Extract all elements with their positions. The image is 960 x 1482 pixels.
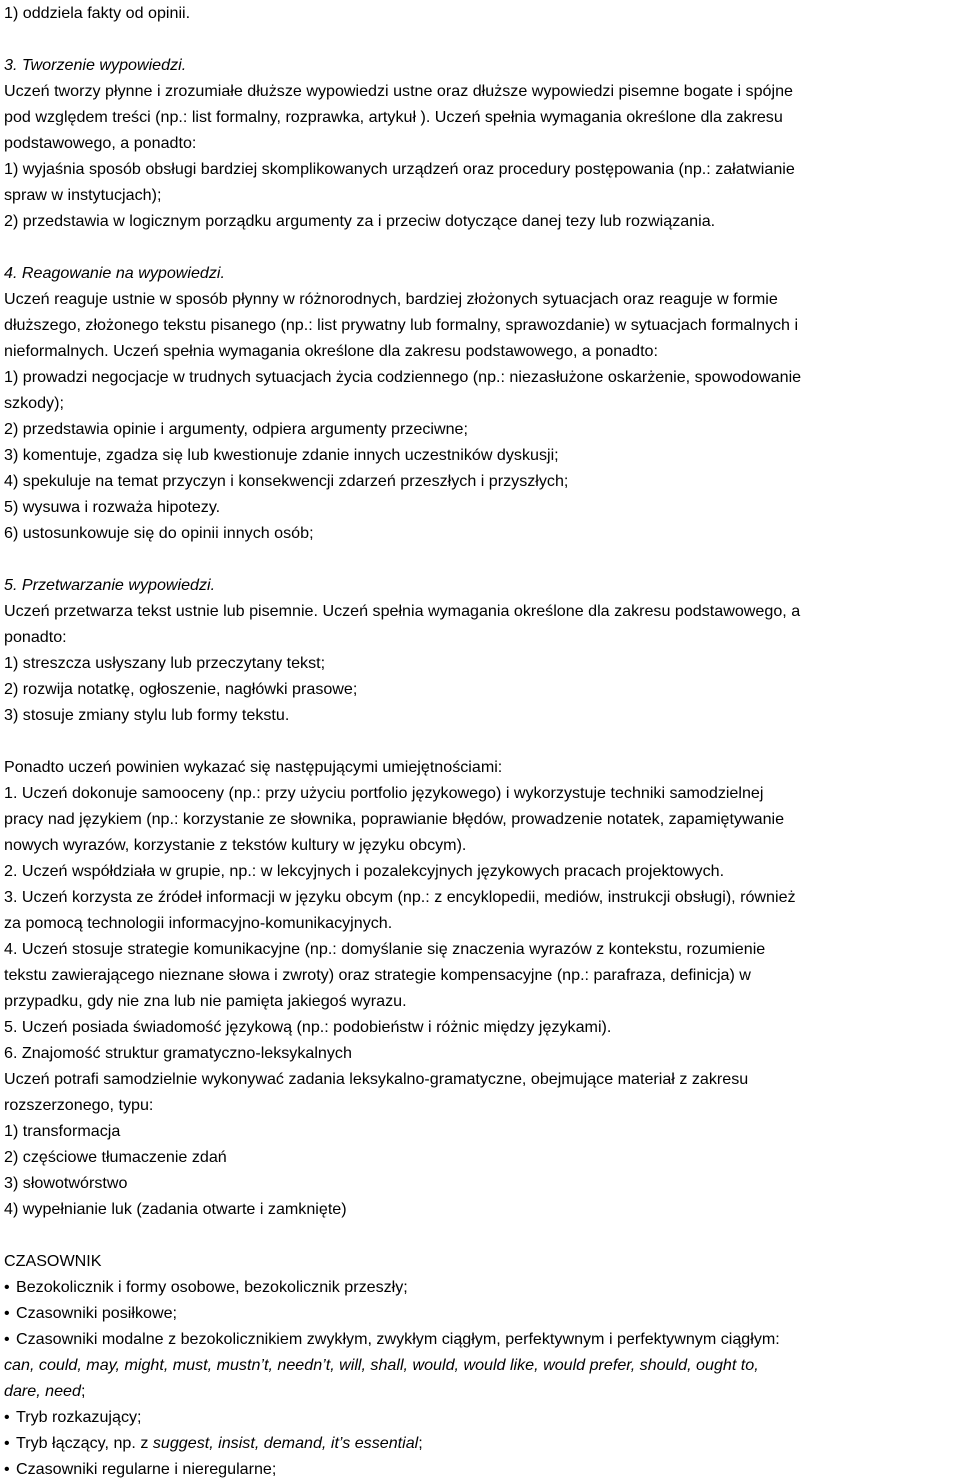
text-line: 2) przedstawia opinie i argumenty, odpiera argumenty przeciwne; [4,420,468,438]
bullet-text-italic: suggest, insist, demand, it’s essential [152,1434,419,1452]
text-line: nieformalnych. Uczeń spełnia wymagania określone dla zakresu podstawowego, a ponadto: [4,342,658,360]
text-line: 6. Znajomość struktur gramatyczno-leksykalnych [4,1044,352,1062]
text-line: rozszerzonego, typu: [4,1096,154,1114]
modal-verbs-line: can, could, may, might, must, mustn’t, needn’t, will, shall, would, would like, would prefer, should, ought to, [4,1356,759,1374]
text-line: pracy nad językiem (np.: korzystanie ze słownika, poprawianie błędów, prowadzenie notatek, zapamiętywanie [4,810,785,828]
text-line: 5) wysuwa i rozważa hipotezy. [4,498,221,516]
bullet-text: Tryb rozkazujący; [16,1408,142,1426]
blank-line [4,728,956,754]
blank-line [4,26,956,52]
text-line: 2. Uczeń współdziała w grupie, np.: w lekcyjnych i pozalekcyjnych językowych pracach projektowych. [4,862,725,880]
text-line: Uczeń tworzy płynne i zrozumiałe dłuższe wypowiedzi ustne oraz dłuższe wypowiedzi pisemne bogate i spójne [4,82,793,100]
section-heading: 3. Tworzenie wypowiedzi. [4,56,187,74]
text-line: 4) wypełnianie luk (zadania otwarte i zamknięte) [4,1200,347,1218]
bullet-icon: • [4,1304,10,1322]
blank-line [4,546,956,572]
text-line: 4. Uczeń stosuje strategie komunikacyjne (np.: domyślanie się znaczenia wyrazów z kontekstu, rozumienie [4,940,766,958]
bullet-item [4,1430,956,1456]
bullet-item [4,1274,956,1300]
bullet-item [4,1456,956,1482]
bullet-icon: • [4,1460,10,1478]
bullet-text: Bezokolicznik i formy osobowe, bezokolicznik przeszły; [16,1278,408,1296]
bullet-item [4,1300,956,1326]
text-line: 1) wyjaśnia sposób obsługi bardziej skomplikowanych urządzeń oraz procedury postępowania (np.: załatwianie [4,160,795,178]
text-line: ponadto: [4,628,67,646]
text-line: 5. Uczeń posiada świadomość językową (np.: podobieństw i różnic między językami). [4,1018,612,1036]
text-line: 2) częściowe tłumaczenie zdań [4,1148,227,1166]
text-line: Uczeń reaguje ustnie w sposób płynny w różnorodnych, bardziej złożonych sytuacjach oraz reaguje w formie [4,290,778,308]
text-line: 3) stosuje zmiany stylu lub formy tekstu. [4,706,290,724]
bullet-text: Czasowniki regularne i nieregularne; [16,1460,277,1478]
punctuation: ; [418,1434,423,1452]
section-heading: 5. Przetwarzanie wypowiedzi. [4,576,216,594]
bullet-text: Czasowniki modalne z bezokolicznikiem zwykłym, zwykłym ciągłym, perfektywnym i perfektywnym ciągłym: [16,1330,780,1348]
text-line: 1) oddziela fakty od opinii. [4,4,191,22]
text-line: 6) ustosunkowuje się do opinii innych osób; [4,524,314,542]
text-line: dłuższego, złożonego tekstu pisanego (np.: list prywatny lub formalny, sprawozdanie) w sytuacjach formalnych i [4,316,799,334]
bullet-icon: • [4,1408,10,1426]
bullet-item [4,1326,956,1352]
text-line: 3) słowotwórstwo [4,1174,128,1192]
text-line: Uczeń przetwarza tekst ustnie lub pisemnie. Uczeń spełnia wymagania określone dla zakresu podstawowego, a [4,602,801,620]
text-line: 1) streszcza usłyszany lub przeczytany tekst; [4,654,326,672]
bullet-text: Tryb łączący, np. z [16,1434,153,1452]
text-line: 2) rozwija notatkę, ogłoszenie, nagłówki prasowe; [4,680,358,698]
bullet-icon: • [4,1278,10,1296]
text-line: 1. Uczeń dokonuje samooceny (np.: przy użyciu portfolio językowego) i wykorzystuje techniki samodzielnej [4,784,764,802]
modal-verbs-text: dare, need [4,1382,81,1400]
text-line: 4) spekuluje na temat przyczyn i konsekwencji zdarzeń przeszłych i przyszłych; [4,472,569,490]
text-line: 3) komentuje, zgadza się lub kwestionuje zdanie innych uczestników dyskusji; [4,446,559,464]
text-line: szkody); [4,394,64,412]
blank-line [4,1222,956,1248]
punctuation: ; [80,1382,86,1400]
text-line: Uczeń potrafi samodzielnie wykonywać zadania leksykalno-gramatyczne, obejmujące materiał z zakresu [4,1070,749,1088]
bullet-icon: • [4,1434,10,1452]
text-line: 1) prowadzi negocjacje w trudnych sytuacjach życia codziennego (np.: niezasłużone oskarżenie, spowodowanie [4,368,802,386]
text-line: spraw w instytucjach); [4,186,162,204]
text-line: przypadku, gdy nie zna lub nie pamięta jakiegoś wyrazu. [4,992,407,1010]
text-line: za pomocą technologii informacyjno-komunikacyjnych. [4,914,393,932]
text-line: 3. Uczeń korzysta ze źródeł informacji w języku obcym (np.: z encyklopedii, mediów, instrukcji obsługi), również [4,888,796,906]
text-line: 1) transformacja [4,1122,121,1140]
section-heading: 4. Reagowanie na wypowiedzi. [4,264,225,282]
bullet-icon: • [4,1330,10,1348]
text-line: nowych wyrazów, korzystanie z tekstów kultury w języku obcym). [4,836,467,854]
document-page [4,0,956,1482]
text-line: Ponadto uczeń powinien wykazać się następującymi umiejętnościami: [4,758,503,776]
blank-line [4,234,956,260]
text-line: 2) przedstawia w logicznym porządku argumenty za i przeciw dotyczące danej tezy lub rozwiązania. [4,212,716,230]
bullet-item [4,1404,956,1430]
modal-verbs-line [4,1378,956,1404]
section-heading: CZASOWNIK [4,1252,102,1270]
text-line: pod względem treści (np.: list formalny, rozprawka, artykuł ). Uczeń spełnia wymagania określone dla zakresu [4,108,783,126]
text-line: podstawowego, a ponadto: [4,134,197,152]
bullet-text: Czasowniki posiłkowe; [16,1304,178,1322]
text-line: tekstu zawierającego nieznane słowa i zwroty) oraz strategie kompensacyjne (np.: parafraza, definicja) w [4,966,751,984]
